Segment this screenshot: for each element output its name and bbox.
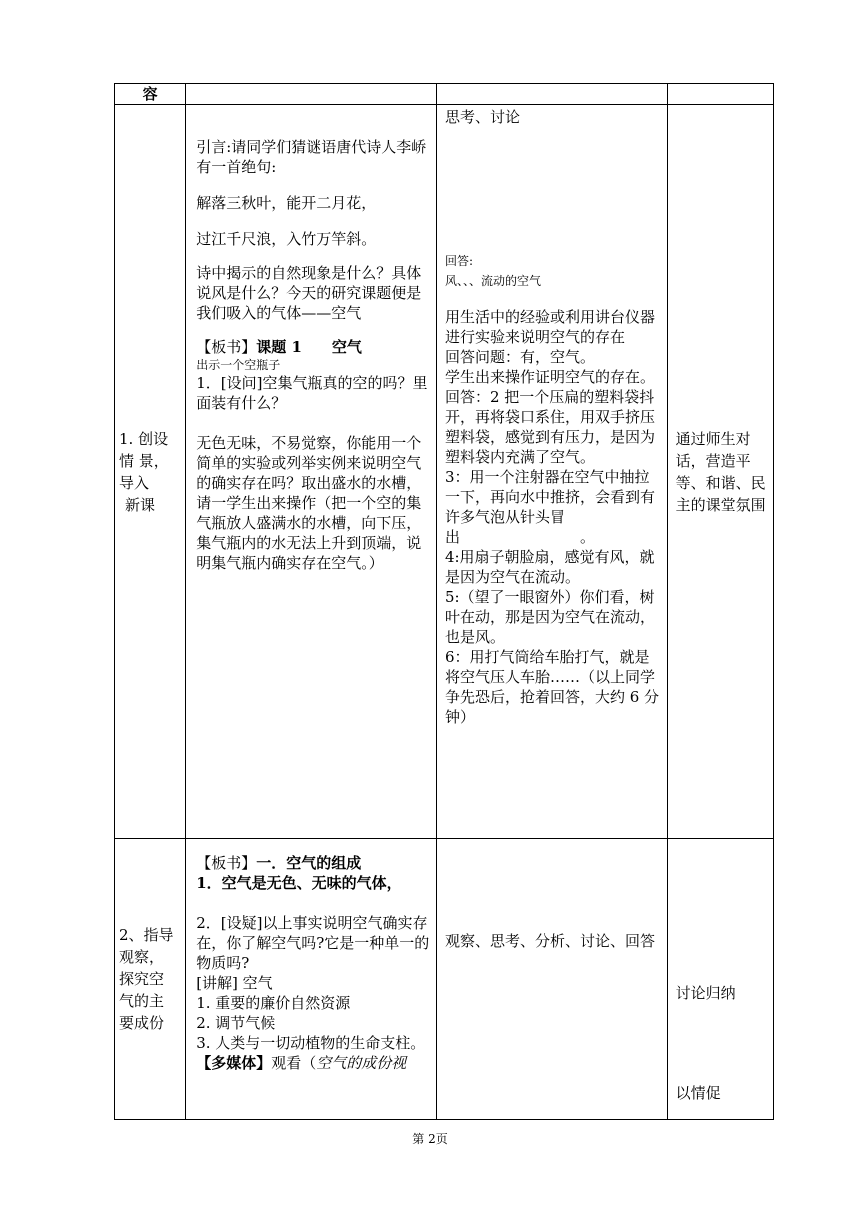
table-header-row [115, 84, 774, 105]
poem-line: 解落三秋叶，能开二月花， [196, 194, 377, 212]
student-text: 回答：2 把一个压扁的塑料袋抖开，再将袋口系住，用双手挤压塑料袋，感觉到有压力，是因为塑料袋内充满了空气。 [444, 388, 655, 466]
stage-line: 导入 [119, 473, 150, 492]
stage-line: 探究空 [119, 970, 165, 988]
lecture-item: 1. 重要的廉价自然资源 [196, 994, 351, 1012]
question-text: 2．[设疑]以上事实说明空气确实存在，你了解空气吗?它是一种单一的物质吗? [196, 914, 430, 972]
board-title: 一．空气的组成 [256, 854, 362, 872]
lecture-item: 2. 调节气候 [196, 1014, 276, 1032]
student-text: 6：用打气筒给车胎打气，就是将空气压人车胎……（以上同学争先恐后，抢着回答，大约 6 分钟） [444, 648, 660, 726]
stage-line: 气的主 [119, 992, 165, 1010]
student-text: 观察、思考、分析、讨论、回答 [444, 932, 655, 950]
stage-line: 情 景， [119, 451, 169, 470]
board-heading [196, 853, 430, 873]
poem-line: 过江千尺浪，入竹万竿斜。 [196, 230, 377, 248]
board-tag: 【板书】 [196, 338, 257, 356]
stage-line: 1. 创设 [119, 429, 169, 448]
student-text: 回答问题：有，空气。 [444, 348, 595, 366]
student-text: 用生活中的经验或利用讲台仪器进行实验来说明空气的存在 [444, 308, 655, 346]
point-text: 1．空气是无色、无味的气体， [196, 874, 402, 892]
lecture-heading: [讲解] 空气 [196, 974, 273, 992]
answer-text: 风、、、流动的空气 [444, 274, 541, 288]
board-title: 课题 1 空气 [256, 338, 362, 356]
media-tag: 【多媒体】 [196, 1054, 272, 1072]
intent-text: 讨论归纳 [675, 984, 736, 1002]
experiment-text: 无色无味，不易觉察，你能用一个简单的实验或列举实例来说明空气的确实存在吗？取出盛水的水槽，请一学生出来操作（把一个空的集气瓶放人盛满水的水槽，向下压，集气瓶内的水无法上升到顶端，说明集气瓶内确实存在空气。） [196, 434, 422, 572]
student-text: 4:用扇子朝脸扇，感觉有风，就是因为空气在流动。 [444, 548, 655, 586]
intent-cell [667, 839, 773, 1120]
header-cell-content: 容 [115, 84, 186, 105]
media-line [196, 1053, 430, 1073]
stage-line: 要成份 [119, 1014, 165, 1032]
board-heading [196, 337, 430, 357]
stage-cell [115, 839, 186, 1120]
board-tag: 【板书】 [196, 854, 257, 872]
teacher-activity-cell [186, 839, 437, 1120]
stage-line: 观察， [119, 948, 165, 966]
lesson-plan-table [114, 83, 774, 1120]
table-row [115, 105, 774, 839]
intro-text: 引言:请同学们猜谜语唐代诗人李峤有一首绝句: [196, 138, 427, 176]
header-cell-empty [667, 84, 773, 105]
show-text: 出示一个空瓶子 [196, 358, 281, 372]
student-text: 3：用一个注射器在空气中抽拉一下，再向水中推挤，会看到有许多气泡从针头冒出 。 [444, 468, 655, 546]
lecture-item: 3. 人类与一切动植物的生命支柱。 [196, 1034, 426, 1052]
stage-cell [115, 105, 186, 839]
question-text: 1．[设问]空集气瓶真的空的吗？里面装有什么？ [196, 374, 428, 412]
student-text: 学生出来操作证明空气的存在。 [444, 368, 655, 386]
table-row [115, 839, 774, 1120]
answer-label: 回答: [444, 254, 473, 268]
question-text: 诗中揭示的自然现象是什么？具体说风是什么？今天的研究课题便是我们吸入的气体——空气 [196, 264, 422, 322]
intent-text: 以情促 [675, 1084, 721, 1102]
stage-line: 新课 [125, 495, 156, 514]
media-italic: 空气的成份视 [316, 1054, 407, 1072]
header-cell-empty [186, 84, 437, 105]
header-cell-empty [436, 84, 667, 105]
intent-cell [667, 105, 773, 839]
teacher-activity-cell [186, 105, 437, 839]
student-activity-cell [436, 839, 667, 1120]
student-activity-cell [436, 105, 667, 839]
student-text: 5:（望了一眼窗外）你们看，树叶在动，那是因为空气在流动，也是风。 [444, 588, 655, 646]
page-footer: 第 2页 [412, 1132, 448, 1146]
intent-text: 通过师生对话，营造平等、和谐、民主的课堂氛围 [675, 429, 766, 514]
student-text: 思考、讨论 [444, 108, 520, 126]
media-text: 观看（ [271, 1054, 317, 1072]
stage-line: 2、指导 [119, 926, 174, 944]
